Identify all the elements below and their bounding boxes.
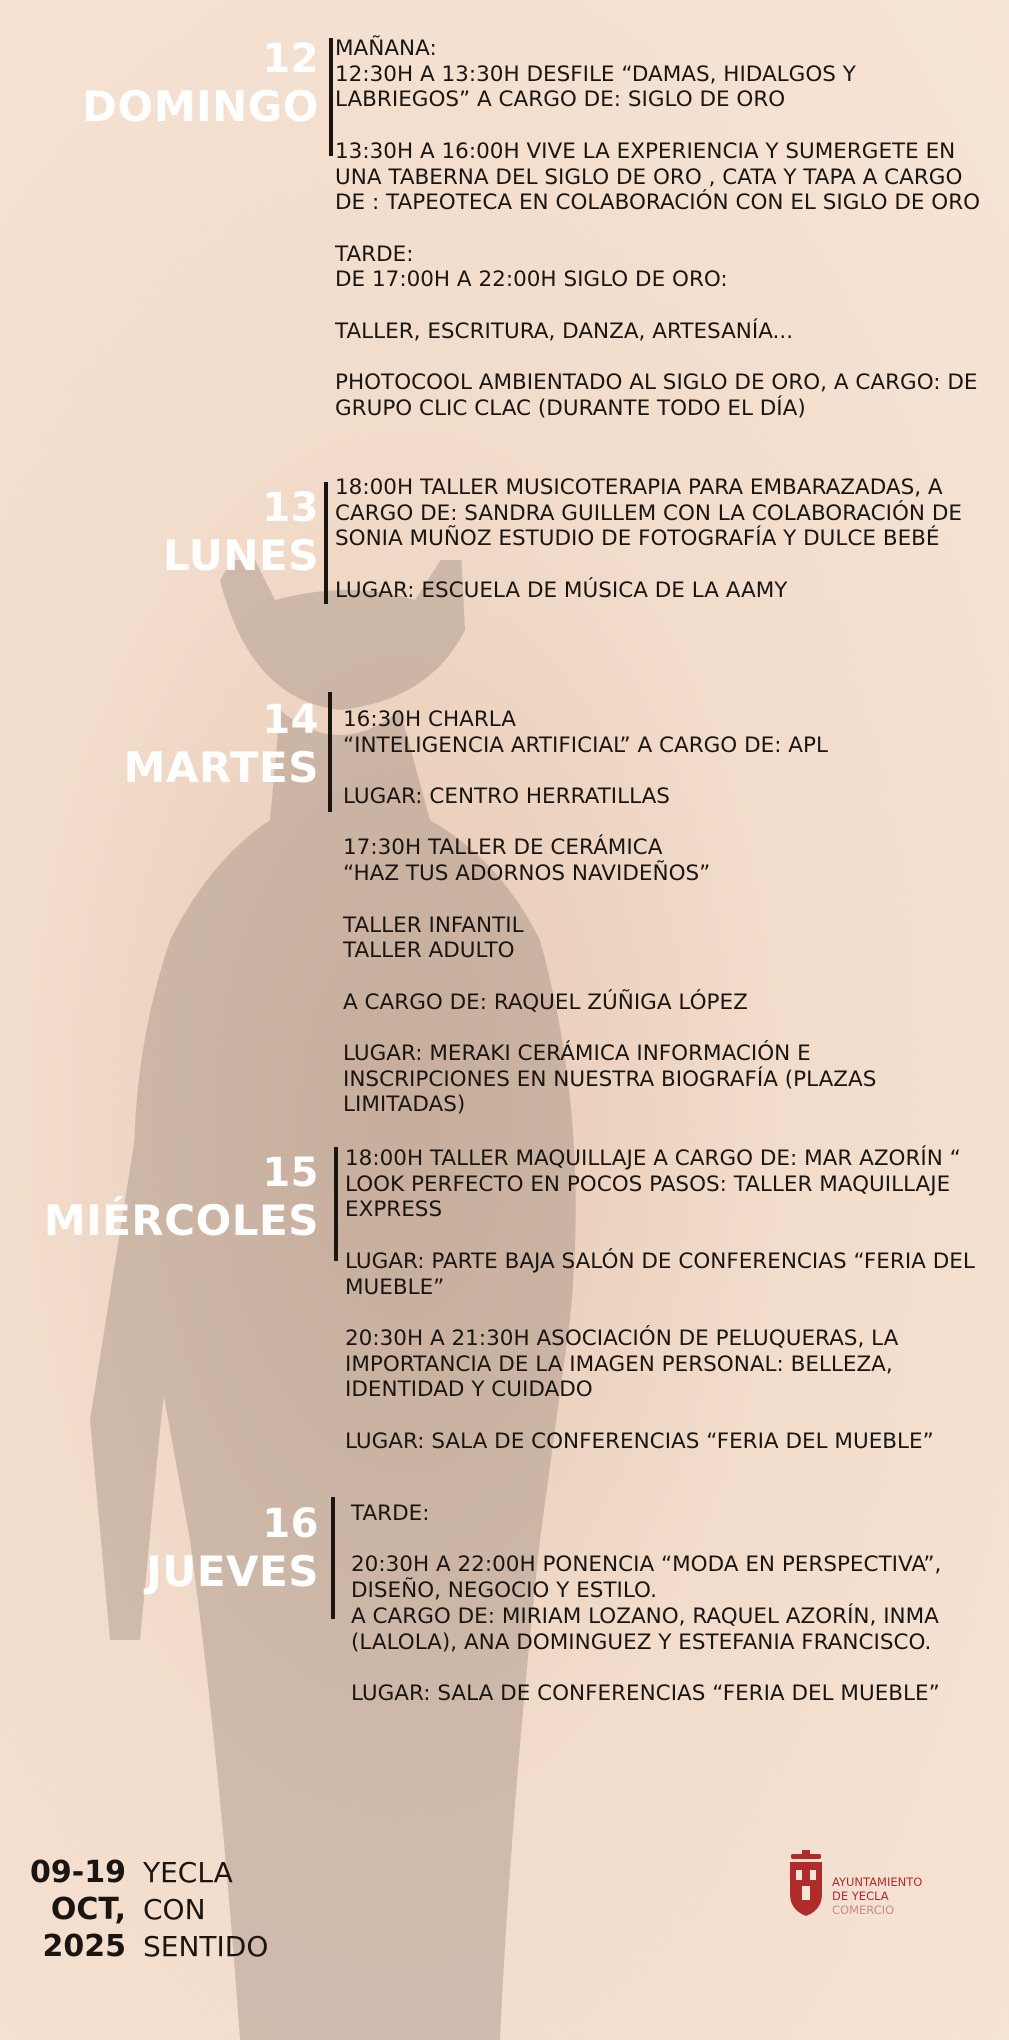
day-number: 16: [262, 1501, 319, 1547]
event-dates: 09-19 OCT, 2025: [30, 1855, 126, 1964]
day-name: MARTES: [123, 743, 319, 792]
day-events-14: [343, 707, 1003, 1118]
day-label-15: [44, 1150, 319, 1246]
day-events-16: [351, 1501, 1009, 1707]
event-text: TALLER, ESCRITURA, DANZA, ARTESANÍA...: [335, 318, 794, 344]
day-number: 14: [262, 697, 319, 743]
day-name: MIÉRCOLES: [43, 1196, 319, 1245]
event-text: TARDE:: [351, 1501, 430, 1526]
event-text: 20:30H A 22:00H PONENCIA “MODA EN PERSPECTIVA”, DISEÑO, NEGOCIO Y ESTILO. A CARGO DE: MIRIAM LOZANO, RAQUEL AZORÍN, INMA (LALOLA), ANA DOMINGUEZ Y ESTEFANIA FRANCISCO.: [351, 1552, 942, 1655]
event-text: 13:30H A 16:00H VIVE LA EXPERIENCIA Y SUMERGETE EN UNA TABERNA DEL SIGLO DE ORO , CATA Y TAPA A CARGO DE : TAPEOTECA EN COLABORACIÓN CON EL SIGLO DE ORO: [335, 138, 981, 216]
event-text: A CARGO DE: RAQUEL ZÚÑIGA LÓPEZ: [343, 989, 748, 1015]
day-label-16: [146, 1501, 319, 1597]
event-text: 16:30H CHARLA “INTELIGENCIA ARTIFICIAL” A CARGO DE: APL: [343, 707, 828, 758]
event-text: PHOTOCOOL AMBIENTADO AL SIGLO DE ORO, A CARGO: DE GRUPO CLIC CLAC (DURANTE TODO EL DÍA): [335, 370, 978, 421]
day-number: 15: [262, 1150, 319, 1196]
day-name: LUNES: [163, 531, 319, 580]
day-label-13: [163, 485, 319, 581]
day-label-14: [124, 697, 319, 793]
event-text: TALLER INFANTIL TALLER ADULTO: [343, 912, 524, 964]
day-events-15: [345, 1146, 1005, 1454]
event-text: LUGAR: SALA DE CONFERENCIAS “FERIA DEL MUEBLE”: [351, 1680, 940, 1706]
event-text: LUGAR: MERAKI CERÁMICA INFORMACIÓN E INSCRIPCIONES EN NUESTRA BIOGRAFÍA (PLAZAS LIMITADAS): [343, 1041, 877, 1118]
event-text: LUGAR: ESCUELA DE MÚSICA DE LA AAMY: [335, 577, 788, 603]
event-text: MAÑANA: 12:30H A 13:30H DESFILE “DAMAS, HIDALGOS Y LABRIEGOS” A CARGO DE: SIGLO DE ORO: [335, 36, 856, 113]
event-text: 18:00H TALLER MAQUILLAJE A CARGO DE: MAR AZORÍN “ LOOK PERFECTO EN POCOS PASOS: TALLER MAQUILLAJE EXPRESS: [345, 1146, 961, 1223]
logo-line: DE YECLA: [832, 1889, 889, 1903]
logo-line: AYUNTAMIENTO: [832, 1875, 923, 1889]
day-divider: [324, 482, 328, 604]
day-label-12: [82, 36, 319, 132]
day-divider: [328, 692, 332, 812]
day-divider: [331, 1497, 335, 1619]
day-number: 12: [262, 36, 319, 82]
event-text: LUGAR: CENTRO HERRATILLAS: [343, 784, 670, 810]
ayuntamiento-logo-text: [832, 1875, 922, 1917]
event-title: YECLA CON SENTIDO: [143, 1856, 269, 1963]
day-name: DOMINGO: [82, 82, 319, 131]
day-events-12: [335, 36, 995, 421]
day-divider: [329, 38, 333, 156]
day-events-13: [335, 475, 995, 604]
day-divider: [334, 1147, 338, 1261]
event-text: LUGAR: SALA DE CONFERENCIAS “FERIA DEL MUEBLE”: [345, 1428, 934, 1454]
event-text: LUGAR: PARTE BAJA SALÓN DE CONFERENCIAS “FERIA DEL MUEBLE”: [345, 1248, 975, 1300]
event-text: 20:30H A 21:30H ASOCIACIÓN DE PELUQUERAS, LA IMPORTANCIA DE LA IMAGEN PERSONAL: BELLEZA, IDENTIDAD Y CUIDADO: [345, 1325, 899, 1403]
day-name: JUEVES: [146, 1547, 319, 1596]
logo-line: COMERCIO: [832, 1903, 895, 1917]
event-text: 18:00H TALLER MUSICOTERAPIA PARA EMBARAZADAS, A CARGO DE: SANDRA GUILLEM CON LA COLABORACIÓN DE SONIA MUÑOZ ESTUDIO DE FOTOGRAFÍA Y DULCE BEBÉ: [335, 475, 962, 552]
event-text: 17:30H TALLER DE CERÁMICA “HAZ TUS ADORNOS NAVIDEÑOS”: [343, 835, 711, 887]
event-text: TARDE: DE 17:00H A 22:00H SIGLO DE ORO:: [335, 241, 728, 293]
day-number: 13: [262, 485, 319, 531]
